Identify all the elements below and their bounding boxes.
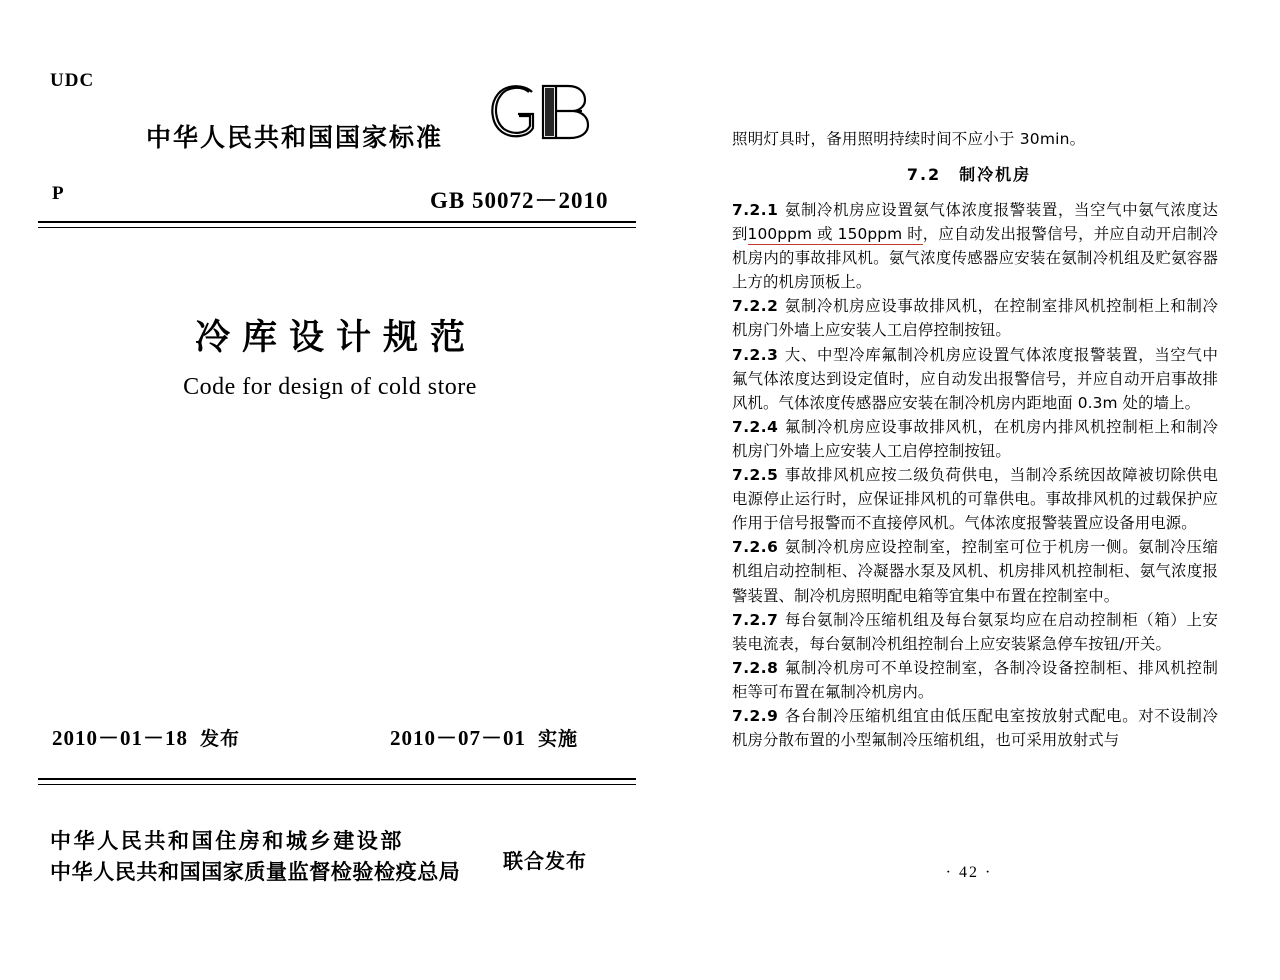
clause-text-before: 氨制冷机房应设置氨气体浓度报警装置，当空气中氨气浓度达到 xyxy=(732,201,1218,244)
clause-number: 7.2.6 xyxy=(732,538,779,557)
clause-number: 7.2.5 xyxy=(732,466,779,485)
udc-label: UDC xyxy=(50,70,95,91)
clause-7-2-5 xyxy=(732,463,1218,535)
effective-date-block xyxy=(390,722,578,752)
clause-number: 7.2.4 xyxy=(732,417,779,436)
clause-text: 各台制冷压缩机组宜由低压配电室按放射式配电。对不设制冷机房分散布置的小型氟制冷压缩机组，也可采用放射式与 xyxy=(732,706,1218,750)
divider-top-thick xyxy=(38,221,636,223)
content-page xyxy=(726,0,1226,980)
clause-number: 7.2.1 xyxy=(732,201,779,219)
clause-text: 大、中型冷库氟制冷机房应设置气体浓度报警装置，当空气中氟气体浓度达到设定值时，应自动发出报警信号，并应自动开启事故排风机。气体浓度传感器应安装在制冷机房内距地面 0.3m 处的墙上。 xyxy=(732,345,1218,412)
clause-number: 7.2.8 xyxy=(732,658,779,677)
classification-letter: P xyxy=(52,183,64,204)
divider-bottom-thin xyxy=(38,784,636,785)
issue-date-value: 2010－01－18 xyxy=(52,726,188,750)
publisher-line-2: 中华人民共和国国家质量监督检验检疫总局 xyxy=(50,860,461,884)
clause-7-2-1 xyxy=(732,198,1218,294)
clause-7-2-9 xyxy=(732,704,1218,752)
standard-number: GB 50072－2010 xyxy=(430,188,609,213)
clause-number: 7.2.2 xyxy=(732,297,779,316)
clause-text: 事故排风机应按二级负荷供电，当制冷系统因故障被切除供电电源停止运行时，应保证排风机的可靠供电。事故排风机的过载保护应作用于信号报警而不直接停风机。气体浓度报警装置应设备用电源。 xyxy=(732,466,1218,533)
clause-text: 氟制冷机房可不单设控制室，各制冷设备控制柜、排风机控制柜等可布置在氟制冷机房内。 xyxy=(732,658,1218,701)
clause-7-2-4 xyxy=(732,415,1218,463)
effective-date-label: 实施 xyxy=(538,728,579,750)
issue-date-label: 发布 xyxy=(200,728,241,750)
clause-text: 每台氨制冷压缩机组及每台氨泵均应在启动控制柜（箱）上安装电流表，每台氨制冷机组控制台上应安装紧急停车按钮/开关。 xyxy=(732,610,1218,653)
national-standard-heading: 中华人民共和国国家标准 xyxy=(146,123,444,152)
clause-text: 氟制冷机房应设事故排风机，在机房内排风机控制柜上和制冷机房门外墙上应安装人工启停控制按钮。 xyxy=(732,417,1218,460)
clause-number: 7.2.9 xyxy=(732,706,779,725)
clause-text-after: ，应自动发出报警信号，并应自动开启制冷机房内的事故排风机。氨气浓度传感器应安装在氨制冷机组及贮氨容器上方的机房顶板上。 xyxy=(732,225,1218,292)
gb-logo-icon xyxy=(486,78,596,144)
effective-date-value: 2010－07－01 xyxy=(390,726,526,750)
joint-issue-label: 联合发布 xyxy=(503,849,587,873)
section-heading: 7.2 制冷机房 xyxy=(906,165,1032,184)
title-chinese: 冷库设计规范 xyxy=(194,318,477,358)
title-english: Code for design of cold store xyxy=(183,374,477,400)
clause-text: 氨制冷机房应设事故排风机，在控制室排风机控制柜上和制冷机房门外墙上应安装人工启停控制按钮。 xyxy=(732,297,1218,340)
clause-7-2-8 xyxy=(732,656,1218,704)
clause-7-2-6 xyxy=(732,535,1218,607)
divider-bottom-thick xyxy=(38,778,636,780)
clause-7-2-3 xyxy=(732,343,1218,415)
clause-number: 7.2.7 xyxy=(732,610,779,629)
clause-number: 7.2.3 xyxy=(732,345,779,364)
clause-7-2-2 xyxy=(732,294,1218,342)
issue-date-block xyxy=(52,722,240,752)
divider-top-thin xyxy=(38,227,636,228)
page-number: · 42 · xyxy=(945,864,993,881)
clause-list xyxy=(732,198,1218,752)
clause-highlight: 100ppm 或 150ppm 时 xyxy=(747,225,923,244)
publishers-block xyxy=(50,826,460,888)
clause-7-2-7 xyxy=(732,608,1218,656)
continued-paragraph: 照明灯具时，备用照明持续时间不应小于 30min。 xyxy=(732,130,1086,148)
clause-text: 氨制冷机房应设控制室，控制室可位于机房一侧。氨制冷压缩机组启动控制柜、冷凝器水泵及风机、机房排风机控制柜、氨气浓度报警装置、制冷机房照明配电箱等宜集中布置在控制室中。 xyxy=(732,538,1218,605)
publisher-line-1: 中华人民共和国住房和城乡建设部 xyxy=(50,829,404,853)
